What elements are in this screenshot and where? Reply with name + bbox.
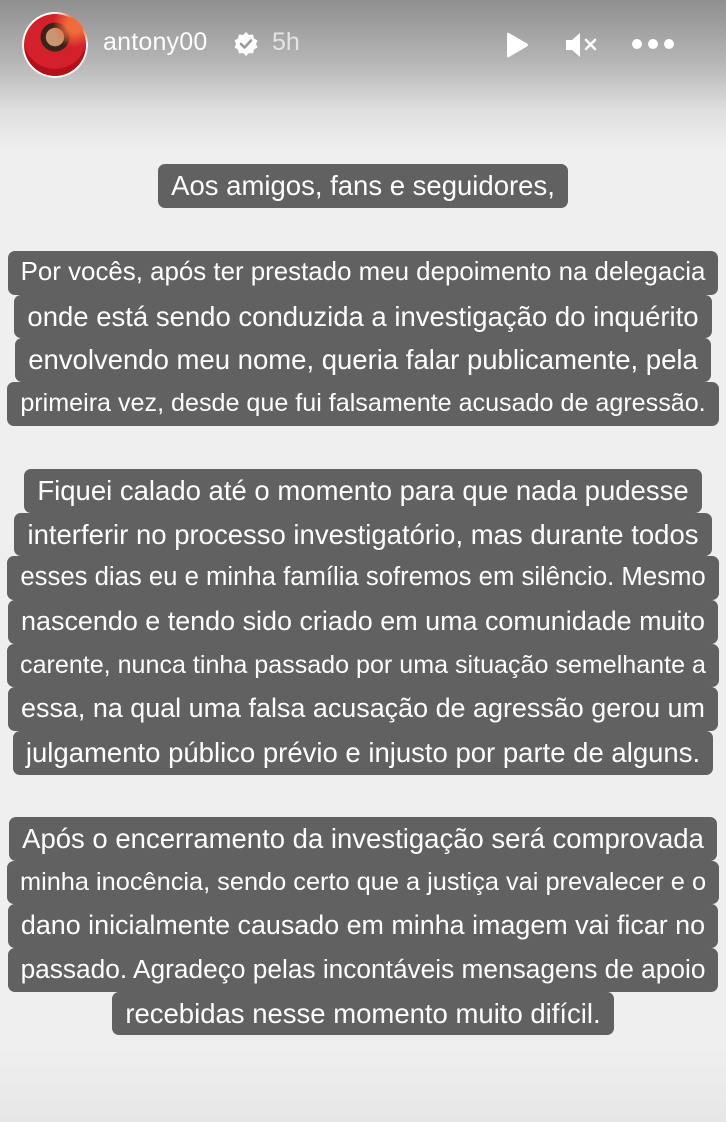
text-line: carente, nunca tinha passado por uma situação semelhante a: [7, 644, 719, 688]
story-paragraph-3: [0, 817, 726, 1035]
text-line: essa, na qual uma falsa acusação de agressão gerou um: [8, 687, 718, 731]
text-line: julgamento público prévio e injusto por parte de alguns.: [13, 731, 713, 775]
text-line: envolvendo meu nome, queria falar publicamente, pela: [15, 338, 711, 382]
text-line: Após o encerramento da investigação será comprovada: [9, 817, 717, 861]
verified-badge-icon: [233, 31, 259, 57]
username[interactable]: antony00: [103, 28, 208, 56]
post-time: 5h: [272, 28, 300, 56]
text-line: dano inicialmente causado em minha imagem vai ficar no: [8, 904, 718, 948]
profile-avatar[interactable]: [22, 12, 88, 78]
text-line: Aos amigos, fans e seguidores,: [158, 164, 568, 208]
text-line: primeira vez, desde que fui falsamente acusado de agressão.: [7, 382, 718, 426]
story-paragraph-1: [0, 251, 726, 426]
text-line: esses dias eu e minha família sofremos em silêncio. Mesmo: [7, 556, 718, 600]
text-line: minha inocência, sendo certo que a justiça vai prevalecer e o: [7, 861, 719, 905]
text-line: Fiquei calado até o momento para que nada pudesse: [24, 469, 701, 513]
more-icon[interactable]: [630, 34, 676, 54]
text-line: recebidas nesse momento muito difícil.: [112, 992, 613, 1036]
text-line: onde está sendo conduzida a investigação do inquérito: [14, 295, 711, 339]
story-paragraph-2: [0, 469, 726, 775]
text-line: nascendo e tendo sido criado em uma comunidade muito: [8, 600, 718, 644]
text-line: interferir no processo investigatório, mas durante todos: [14, 513, 711, 557]
text-line: Por vocês, após ter prestado meu depoimento na delegacia: [8, 251, 719, 295]
play-icon[interactable]: [502, 31, 530, 59]
story-paragraph-greeting: [0, 164, 726, 208]
mute-icon[interactable]: [564, 30, 598, 60]
story-header: [0, 0, 726, 90]
text-line: passado. Agradeço pelas incontáveis mensagens de apoio: [8, 948, 719, 992]
